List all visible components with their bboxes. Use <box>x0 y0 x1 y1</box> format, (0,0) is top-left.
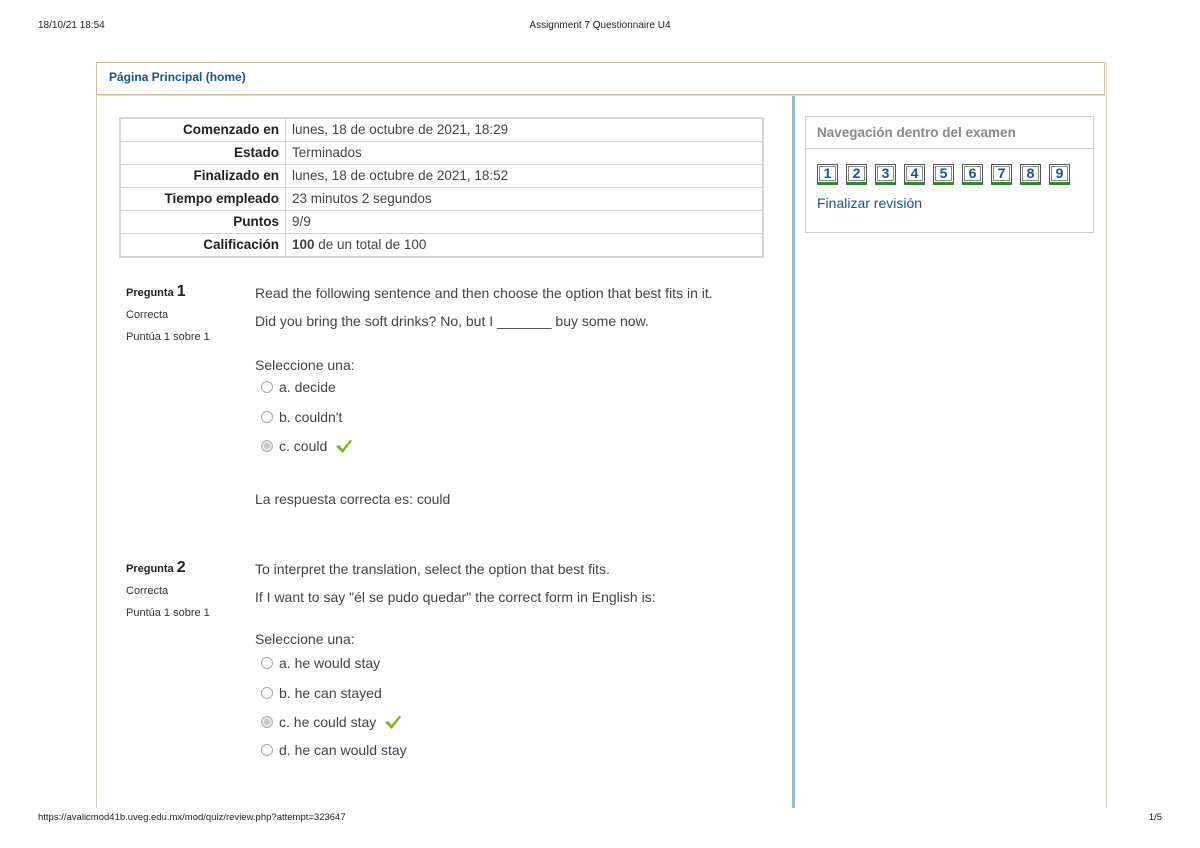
summary-row-points <box>121 211 763 234</box>
summary-value: Terminados <box>286 142 763 165</box>
answer-option[interactable] <box>261 379 336 395</box>
answer-option[interactable] <box>261 409 342 425</box>
answer-option[interactable] <box>261 742 407 758</box>
print-footer <box>38 812 1162 828</box>
print-url: https://avalicmod41b.uveg.edu.mx/mod/quiz/review.php?attempt=323647 <box>38 812 346 823</box>
answer-option-label: d. he can would stay <box>279 742 407 758</box>
quiz-nav-button-9[interactable]: 9 <box>1049 164 1070 185</box>
column-separator <box>792 96 795 808</box>
answer-option-label: b. couldn't <box>279 409 343 425</box>
home-link[interactable]: Página Principal (home) <box>109 70 246 84</box>
answer-option-label: c. he could stay <box>279 714 377 730</box>
question-label: Pregunta <box>126 287 174 299</box>
question-number <box>126 559 186 576</box>
radio-button-checked[interactable] <box>261 716 273 728</box>
radio-button[interactable] <box>261 657 273 669</box>
correct-checkmark-icon <box>335 438 353 454</box>
question-text-line: Read the following sentence and then choose the option that best fits in it. <box>255 285 713 301</box>
question-text-line: Did you bring the soft drinks? No, but I _______ buy some now. <box>255 313 649 329</box>
radio-button[interactable] <box>261 381 273 393</box>
radio-button-checked[interactable] <box>261 440 273 452</box>
quiz-nav-button-3[interactable]: 3 <box>875 164 896 185</box>
question-number <box>126 283 186 300</box>
quiz-nav-button-1[interactable]: 1 <box>817 164 838 185</box>
answer-option-selected[interactable] <box>261 438 353 454</box>
radio-button[interactable] <box>261 687 273 699</box>
print-page-number: 1/5 <box>1148 812 1162 823</box>
quiz-navigation-title: Navegación dentro del examen <box>817 125 1016 140</box>
grade-total: de un total de 100 <box>314 237 427 252</box>
answer-prompt: Seleccione una: <box>255 631 355 647</box>
question-number-value: 1 <box>176 283 186 300</box>
quiz-nav-button-8[interactable]: 8 <box>1020 164 1041 185</box>
quiz-nav-button-2[interactable]: 2 <box>846 164 867 185</box>
correct-answer-text: La respuesta correcta es: could <box>255 491 451 507</box>
summary-value <box>286 234 763 257</box>
answer-option-label: a. he would stay <box>279 655 381 671</box>
summary-row-finished <box>121 165 763 188</box>
answer-option-label: a. decide <box>279 379 336 395</box>
summary-label: Comenzado en <box>121 119 286 142</box>
header-divider <box>96 95 1105 96</box>
question-state: Correcta <box>126 585 169 597</box>
question-number-value: 2 <box>176 559 186 576</box>
print-title: Assignment 7 Questionnaire U4 <box>529 20 671 31</box>
answer-option-label: c. could <box>279 438 328 454</box>
print-header <box>38 20 1162 36</box>
question-label: Pregunta <box>126 563 174 575</box>
question-state: Correcta <box>126 309 169 321</box>
summary-value: lunes, 18 de octubre de 2021, 18:52 <box>286 165 763 188</box>
print-date: 18/10/21 18:54 <box>38 20 105 31</box>
summary-row-time-taken <box>121 188 763 211</box>
summary-row-started <box>121 119 763 142</box>
question-info <box>126 283 210 343</box>
summary-value: 9/9 <box>286 211 763 234</box>
correct-checkmark-icon <box>384 714 402 730</box>
answer-option-selected[interactable] <box>261 714 402 730</box>
question-grade: Puntúa 1 sobre 1 <box>126 331 210 343</box>
answer-option[interactable] <box>261 655 380 671</box>
question-text-line: If I want to say "él se pudo quedar" the correct form in English is: <box>255 589 656 605</box>
quiz-nav-button-5[interactable]: 5 <box>933 164 954 185</box>
answer-option-label: b. he can stayed <box>279 685 382 701</box>
summary-row-state <box>121 142 763 165</box>
question-text-line: To interpret the translation, select the option that best fits. <box>255 561 610 577</box>
quiz-nav-button-6[interactable]: 6 <box>962 164 983 185</box>
answer-option[interactable] <box>261 685 382 701</box>
summary-value: 23 minutos 2 segundos <box>286 188 763 211</box>
quiz-nav-button-4[interactable]: 4 <box>904 164 925 185</box>
breadcrumb <box>96 62 1105 95</box>
question-grade: Puntúa 1 sobre 1 <box>126 607 210 619</box>
radio-button[interactable] <box>261 744 273 756</box>
answer-prompt: Seleccione una: <box>255 357 355 373</box>
quiz-navigation-block <box>805 116 1094 233</box>
summary-value: lunes, 18 de octubre de 2021, 18:29 <box>286 119 763 142</box>
summary-row-grade <box>121 234 763 257</box>
attempt-summary-table <box>120 118 763 257</box>
summary-label: Tiempo empleado <box>121 188 286 211</box>
summary-label: Finalizado en <box>121 165 286 188</box>
finish-review-link[interactable]: Finalizar revisión <box>817 195 923 211</box>
grade-value: 100 <box>292 237 315 252</box>
summary-label: Estado <box>121 142 286 165</box>
summary-label: Calificación <box>121 234 286 257</box>
radio-button[interactable] <box>261 411 273 423</box>
quiz-navigation-header <box>806 117 1093 149</box>
question-info <box>126 559 210 619</box>
summary-label: Puntos <box>121 211 286 234</box>
quiz-nav-button-7[interactable]: 7 <box>991 164 1012 185</box>
